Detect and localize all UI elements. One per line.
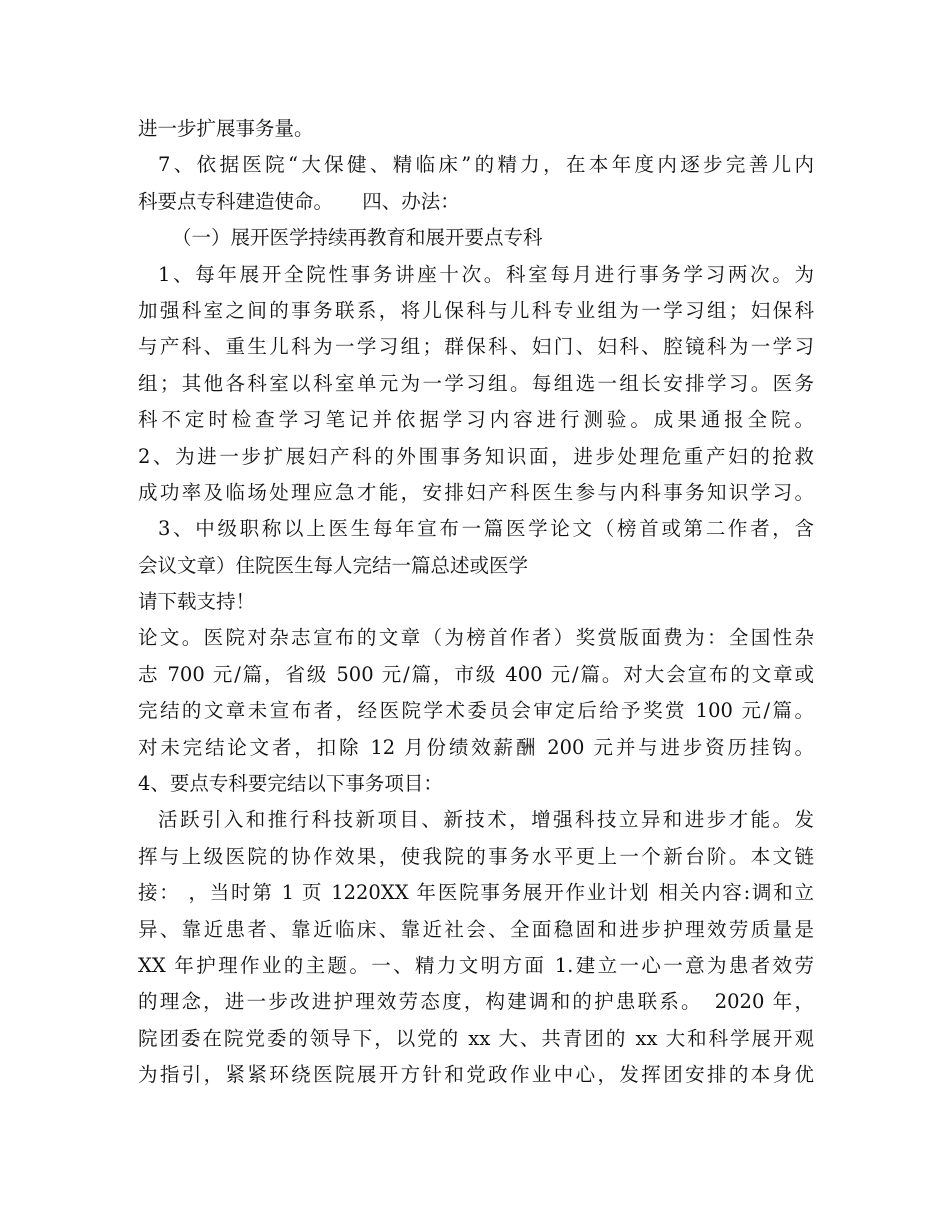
text-line: 志 700 元/篇，省级 500 元/篇，市级 400 元/篇。对大会宣布的文章或 <box>138 662 814 686</box>
text-line: 组；其他各科室以科室单元为一学习组。每组选一组长安排学习。医务 <box>138 371 814 395</box>
text-line: 成功率及临场处理应急才能，安排妇产科医生参与内科事务知识学习。 <box>138 480 814 504</box>
text-line: 科要点专科建造使命。 四、办法： <box>138 189 460 213</box>
text-line: 为指引，紧紧环绕医院展开方针和党政作业中心，发挥团安排的本身优 <box>138 1063 814 1087</box>
text-line: 挥与上级医院的协作效果，使我院的事务水平更上一个新台阶。本文链 <box>138 844 814 868</box>
text-line: 活跃引入和推行科技新项目、新技术，增强科技立异和进步才能。发 <box>158 808 814 832</box>
text-line: 院团委在院党委的领导下，以党的 xx 大、共青团的 xx 大和科学展开观 <box>138 1026 814 1050</box>
text-line: 3、中级职称以上医生每年宣布一篇医学论文（榜首或第二作者，含 <box>158 517 814 541</box>
text-line: 2、为进一步扩展妇产科的外围事务知识面，进步处理危重产妇的抢救 <box>138 444 814 468</box>
document-page <box>138 111 814 1094</box>
text-line: 对未完结论文者，扣除 12 月份绩效薪酬 200 元并与进步资历挂钩。 <box>138 735 814 759</box>
text-line: 科不定时检查学习笔记并依据学习内容进行测验。成果通报全院。 <box>138 408 814 432</box>
text-line: 的理念，进一步改进护理效劳态度，构建调和的护患联系。 2020 年， <box>138 990 814 1014</box>
text-line: 1、每年展开全院性事务讲座十次。科室每月进行事务学习两次。为 <box>158 262 814 286</box>
text-line: （一）展开医学持续再教育和展开要点专科 <box>172 226 543 250</box>
text-line: 与产科、重生儿科为一学习组；群保科、妇门、妇科、腔镜科为一学习 <box>138 335 814 359</box>
text-line: 请下载支持！ <box>138 590 256 614</box>
text-line: 论文。医院对杂志宣布的文章（为榜首作者）奖赏版面费为：全国性杂 <box>138 626 814 650</box>
text-line: 进一步扩展事务量。 <box>138 117 314 140</box>
text-line: 4、要点专科要完结以下事务项目： <box>138 772 443 796</box>
text-line: 会议文章）住院医生每人完结一篇总述或医学 <box>138 553 529 577</box>
text-line: 异、靠近患者、靠近临床、靠近社会、全面稳固和进步护理效劳质量是 <box>138 917 814 941</box>
text-line: 完结的文章未宣布者，经医院学术委员会审定后给予奖赏 100 元/篇。 <box>138 699 814 723</box>
text-line: 接： ，当时第 1 页 1220XX 年医院事务展开作业计划 相关内容:调和立 <box>138 881 814 905</box>
text-line: 加强科室之间的事务联系，将儿保科与儿科专业组为一学习组；妇保科 <box>138 298 814 322</box>
text-line: 7、依据医院“大保健、精临床”的精力，在本年度内逐步完善儿内 <box>158 153 814 177</box>
text-line: XX 年护理作业的主题。一、精力文明方面 1.建立一心一意为患者效劳 <box>138 953 814 977</box>
